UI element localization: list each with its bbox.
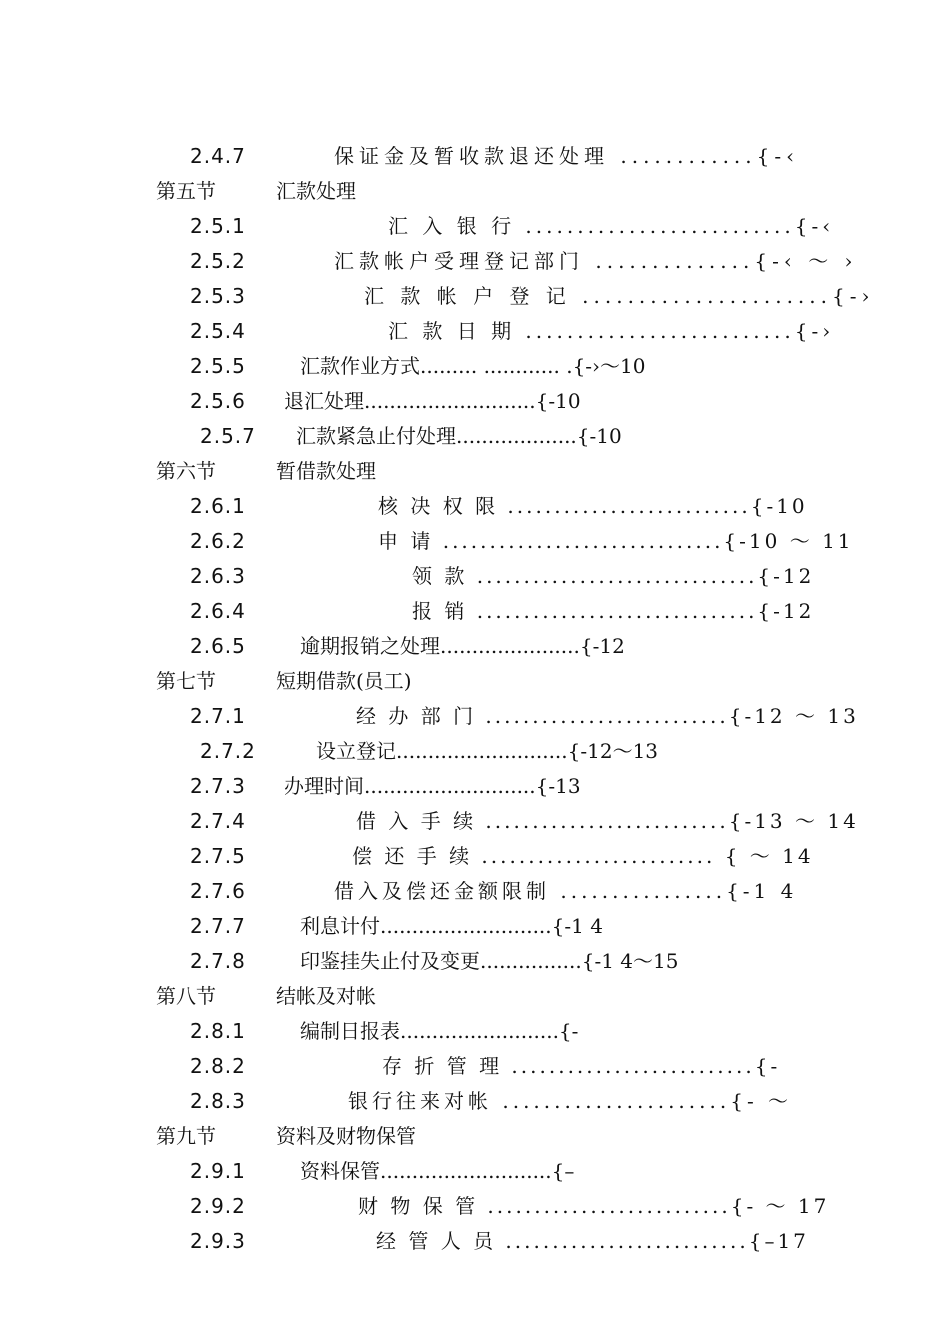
toc-entry — [190, 246, 870, 276]
toc-entry-title: 领 款 ..............................{-12 — [412, 564, 815, 588]
toc-entry-title: 保证金及暂收款退还处理 ............{-‹ — [334, 144, 800, 168]
toc-entry-number: 2.7.7 — [190, 914, 246, 938]
section-name: 结帐及对帐 — [276, 984, 376, 1008]
toc-entry-number: 2.5.4 — [190, 319, 246, 343]
toc-entry-title: 申 请 ..............................{-10 ～ 11 — [378, 529, 854, 553]
toc-entry-number: 2.8.1 — [190, 1019, 246, 1043]
toc-entry-number: 2.7.6 — [190, 879, 246, 903]
section-name: 汇款处理 — [276, 179, 356, 203]
toc-entry-number: 2.5.7 — [200, 424, 256, 448]
toc-entry-number: 2.7.8 — [190, 949, 246, 973]
toc-entry — [190, 491, 830, 521]
toc-entry-number: 2.9.1 — [190, 1159, 246, 1183]
toc-entry — [190, 561, 830, 591]
toc-entry-title: 利息计付...........................{-1 4 — [300, 914, 603, 938]
toc-entry-title: 设立登记...........................{-12～13 — [316, 739, 659, 763]
toc-entry — [190, 911, 830, 941]
toc-entry-title: 汇款作业方式......... ............ .{-›～10 — [300, 354, 646, 378]
toc-entry-title: 汇 入 银 行 ..........................{-‹ — [388, 214, 835, 238]
section-label: 第六节 — [156, 459, 216, 483]
toc-entry — [190, 1051, 830, 1081]
toc-entry — [200, 421, 840, 451]
toc-entry-number: 2.9.3 — [190, 1229, 246, 1253]
toc-entry-number: 2.6.1 — [190, 494, 246, 518]
toc-section — [156, 981, 556, 1011]
toc-entry — [190, 1226, 830, 1256]
toc-entry-title: 偿 还 手 续 ......................... { ～ 14 — [352, 844, 814, 868]
toc-entry-title: 财 物 保 管 ..........................{- ～ 17 — [358, 1194, 830, 1218]
toc-entry-title: 汇 款 日 期 ..........................{-› — [388, 319, 835, 343]
toc-entry — [190, 526, 870, 556]
toc-entry-title: 经 管 人 员 ..........................{–17 — [376, 1229, 809, 1253]
toc-entry-title: 存 折 管 理 ..........................{- — [382, 1054, 781, 1078]
toc-entry-number: 2.9.2 — [190, 1194, 246, 1218]
toc-section — [156, 666, 556, 696]
toc-entry — [190, 211, 835, 241]
toc-entry-title: 报 销 ..............................{-12 — [412, 599, 815, 623]
toc-entry — [190, 316, 835, 346]
section-name: 短期借款(员工) — [276, 669, 412, 693]
toc-entry-title: 经 办 部 门 ..........................{-12 ～ 13 — [356, 704, 859, 728]
section-label: 第八节 — [156, 984, 216, 1008]
section-name: 资料及财物保管 — [276, 1124, 416, 1148]
toc-entry — [190, 141, 830, 171]
toc-section — [156, 456, 556, 486]
toc-entry-title: 汇款帐户受理登记部门 ..............{-‹ ～ › — [334, 249, 858, 273]
toc-entry-title: 资料保管...........................{– — [300, 1159, 575, 1183]
toc-entry-number: 2.7.2 — [200, 739, 256, 763]
toc-entry-title: 办理时间...........................{-13 — [284, 774, 581, 798]
section-label: 第九节 — [156, 1124, 216, 1148]
toc-entry — [190, 771, 830, 801]
toc-entry-number: 2.8.2 — [190, 1054, 246, 1078]
toc-entry-number: 2.5.1 — [190, 214, 246, 238]
toc-entry-title: 银行往来对帐 ......................{- ～ — [348, 1089, 793, 1113]
toc-entry — [190, 1086, 830, 1116]
toc-entry-number: 2.6.3 — [190, 564, 246, 588]
toc-entry — [190, 1016, 830, 1046]
toc-entry-number: 2.7.3 — [190, 774, 246, 798]
toc-entry-title: 退汇处理...........................{-10 — [284, 389, 581, 413]
section-label: 第五节 — [156, 179, 216, 203]
toc-entry — [190, 1156, 830, 1186]
toc-entry — [190, 631, 830, 661]
toc-entry-title: 核 决 权 限 ..........................{-10 — [378, 494, 808, 518]
toc-entry-title: 借 入 手 续 ..........................{-13 ～ 14 — [356, 809, 859, 833]
toc-entry-title: 汇款紧急止付处理...................{-10 — [296, 424, 622, 448]
toc-entry-title: 逾期报销之处理......................{-12 — [300, 634, 625, 658]
toc-entry-number: 2.5.6 — [190, 389, 246, 413]
toc-entry — [190, 1191, 870, 1221]
toc-entry-title: 借入及偿还金额限制 ................{-1 4 — [334, 879, 798, 903]
toc-entry — [190, 281, 875, 311]
toc-entry-number: 2.7.5 — [190, 844, 246, 868]
toc-entry — [190, 841, 830, 871]
toc-entry — [190, 946, 830, 976]
section-label: 第七节 — [156, 669, 216, 693]
toc-entry-number: 2.5.2 — [190, 249, 246, 273]
toc-entry-number: 2.5.5 — [190, 354, 246, 378]
toc-entry-title: 汇 款 帐 户 登 记 ......................{-› — [364, 284, 875, 308]
toc-entry-number: 2.4.7 — [190, 144, 246, 168]
toc-entry-number: 2.5.3 — [190, 284, 246, 308]
toc-entry-number: 2.7.4 — [190, 809, 246, 833]
toc-entry — [190, 386, 830, 416]
toc-entry-number: 2.7.1 — [190, 704, 246, 728]
toc-entry — [190, 701, 870, 731]
toc-entry-number: 2.6.5 — [190, 634, 246, 658]
toc-entry-number: 2.6.4 — [190, 599, 246, 623]
toc-section — [156, 176, 556, 206]
toc-entry — [190, 596, 830, 626]
toc-section — [156, 1121, 556, 1151]
toc-entry — [190, 351, 830, 381]
toc-entry-title: 印鉴挂失止付及变更................{-1 4～15 — [300, 949, 679, 973]
toc-entry-number: 2.8.3 — [190, 1089, 246, 1113]
toc-entry — [190, 806, 870, 836]
toc-entry-title: 编制日报表.........................{- — [300, 1019, 579, 1043]
toc-entry — [190, 876, 830, 906]
toc-entry — [200, 736, 840, 766]
toc-entry-number: 2.6.2 — [190, 529, 246, 553]
section-name: 暂借款处理 — [276, 459, 376, 483]
